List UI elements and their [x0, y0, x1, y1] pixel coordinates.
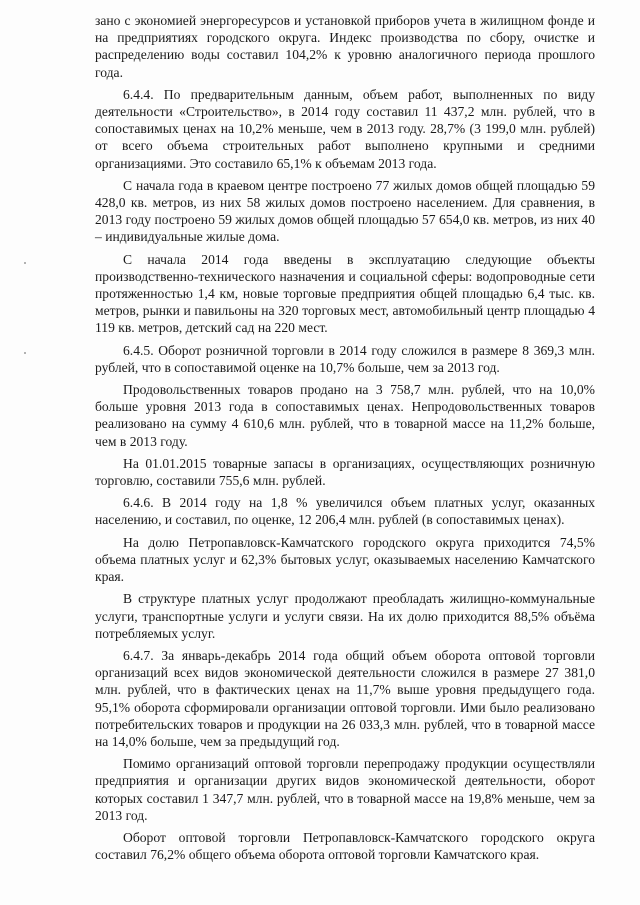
- paragraph-section-6-4-6: 6.4.6. В 2014 году на 1,8 % увеличился объем платных услуг, оказанных населению, и составил, по оценке, 12 206,4 млн. рублей (в сопоставимых ценах).: [95, 495, 595, 528]
- scan-speck: [24, 352, 26, 354]
- scan-speck: [24, 262, 26, 264]
- paragraph: С начала 2014 года введены в эксплуатацию следующие объекты производственно-технического назначения и социальной сферы: водопроводные сети протяженностью 1,4 км, новые торговые предприятия общей площадью 6,4 тыс. кв. метров, рынки и павильоны на 320 торговых мест, автомобильный центр площадью 4 119 кв. метров, детский сад на 220 мест.: [95, 251, 595, 336]
- paragraph-section-6-4-5: 6.4.5. Оборот розничной торговли в 2014 году сложился в размере 8 369,3 млн. рублей, что в сопоставимой оценке на 10,7% больше, чем за 2013 год.: [95, 342, 595, 375]
- paragraph-section-6-4-4: 6.4.4. По предварительным данным, объем работ, выполненных по виду деятельности «Строительство», в 2014 году составил 11 437,2 млн. рублей, что в сопоставимых ценах на 10,2% меньше, чем в 2013 году. 28,7% (3 199,0 млн. рублей) от всего объема строительных работ выполнено крупными и средними организациями. Это составило 65,1% к объемам 2013 года.: [95, 86, 595, 171]
- paragraph: Помимо организаций оптовой торговли перепродажу продукции осуществляли предприятия и организации других видов экономической деятельности, оборот которых составил 1 347,7 млн. рублей, что в товарной массе на 19,8% меньше, чем за 2013 год.: [95, 756, 595, 823]
- paragraph: На долю Петропавловск-Камчатского городского округа приходится 74,5% объема платных услуг и 62,3% бытовых услуг, оказываемых населению Камчатского края.: [95, 534, 595, 585]
- paragraph: Продовольственных товаров продано на 3 758,7 млн. рублей, что на 10,0% больше уровня 2013 года в сопоставимых ценах. Непродовольственных товаров реализовано на сумму 4 610,6 млн. рублей, что в товарной массе на 11,2% больше, чем в 2013 году.: [95, 382, 595, 449]
- paragraph: зано с экономией энергоресурсов и установкой приборов учета в жилищном фонде и на предприятиях городского округа. Индекс производства по сбору, очистке и распределению воды составил 104,2% к уровню аналогичного периода прошлого года.: [95, 13, 595, 80]
- paragraph: На 01.01.2015 товарные запасы в организациях, осуществляющих розничную торговлю, составили 755,6 млн. рублей.: [95, 455, 595, 489]
- paragraph: С начала года в краевом центре построено 77 жилых домов общей площадью 59 428,0 кв. метров, из них 58 жилых домов построено населением. Для сравнения, в 2013 году построено 59 жилых домов общей площадью 57 654,0 кв. метров, из них 40 – индивидуальные жилые дома.: [95, 177, 595, 245]
- document-body: [95, 12, 595, 863]
- paragraph-section-6-4-7: 6.4.7. За январь-декабрь 2014 года общий объем оборота оптовой торговли организаций всех видов экономической деятельности сложился в размере 27 381,0 млн. рублей, что в фактических ценах на 11,7% выше уровня предыдущего года. 95,1% оборота сформировали организации оптовой торговли. Ими было реализовано потребительских товаров и продукции на 26 033,3 млн. рублей, что в товарной массе на 14,0% больше, чем за предыдущий год.: [95, 647, 595, 749]
- paragraph: В структуре платных услуг продолжают преобладать жилищно-коммунальные услуги, транспортные услуги и услуги связи. На их долю приходится 88,5% объёма потребляемых услуг.: [95, 591, 595, 641]
- paragraph: Оборот оптовой торговли Петропавловск-Камчатского городского округа составил 76,2% общего объема оборота оптовой торговли Камчатского края.: [95, 829, 595, 863]
